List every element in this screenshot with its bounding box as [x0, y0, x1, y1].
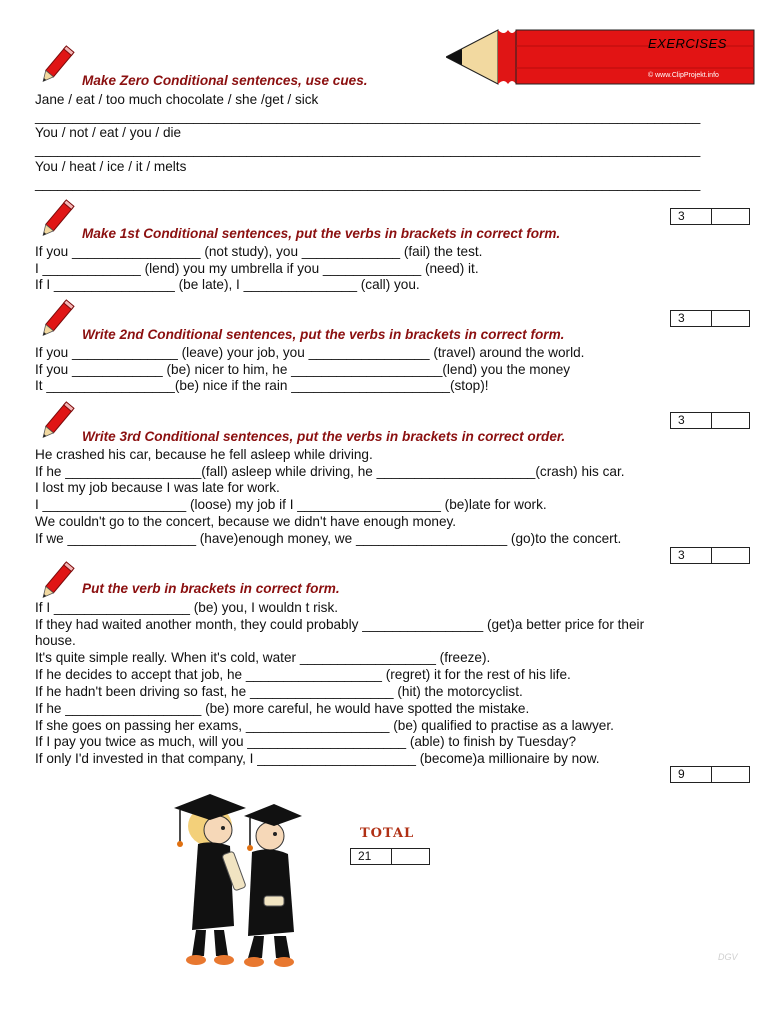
- exercise-line: If he __________________ (be) more careful, he would have spotted the mistake.: [35, 701, 530, 716]
- banner-credit: © www.ClipProjekt.info: [648, 72, 719, 79]
- score-value: 3: [671, 311, 712, 326]
- total-score-entry[interactable]: [392, 849, 429, 864]
- exercise-line: I _____________ (lend) you my umbrella if you _____________ (need) it.: [35, 261, 479, 276]
- pencil-icon: [36, 400, 76, 444]
- score-value: 3: [671, 548, 712, 563]
- score-box: [670, 310, 750, 327]
- pencil-icon: [36, 298, 76, 342]
- score-entry[interactable]: [712, 311, 749, 326]
- exercise-line: If we _________________ (have)enough money, we ____________________ (go)to the concert.: [35, 531, 622, 546]
- exercise-line: We couldn't go to the concert, because we didn't have enough money.: [35, 514, 457, 529]
- exercise-line: I lost my job because I was late for work.: [35, 480, 280, 495]
- section-heading: Put the verb in brackets in correct form.: [82, 581, 340, 596]
- answer-line[interactable]: ________________________________________________________________________________________: [35, 142, 701, 157]
- exercise-line: It _________________(be) nice if the rain _____________________(stop)!: [35, 378, 489, 393]
- score-box: [670, 766, 750, 783]
- banner-title: EXERCISES: [648, 36, 727, 51]
- exercise-line: It's quite simple really. When it's cold, water __________________ (freeze).: [35, 650, 491, 665]
- pencil-icon: [36, 44, 76, 88]
- exercise-line: If you _________________ (not study), you _____________ (fail) the test.: [35, 244, 483, 259]
- exercise-line: Jane / eat / too much chocolate / she /get / sick: [35, 92, 319, 107]
- exercise-line: If I pay you twice as much, will you _____________________ (able) to finish by Tuesday?: [35, 734, 577, 749]
- total-score-box: [350, 848, 430, 865]
- score-box: [670, 412, 750, 429]
- pencil-icon: [36, 198, 76, 242]
- exercise-line: If he __________________(fall) asleep while driving, he _____________________(crash) his car.: [35, 464, 625, 479]
- score-value: 3: [671, 413, 712, 428]
- score-entry[interactable]: [712, 767, 749, 782]
- answer-line[interactable]: ________________________________________________________________________________________: [35, 176, 701, 191]
- score-value: 3: [671, 209, 712, 224]
- score-box: [670, 208, 750, 225]
- total-score-value: 21: [351, 849, 392, 864]
- watermark: DGV: [718, 952, 738, 962]
- pencil-icon: [36, 560, 76, 604]
- exercise-line: If he hadn't been driving so fast, he ___________________ (hit) the motorcyclist.: [35, 684, 523, 699]
- score-entry[interactable]: [712, 209, 749, 224]
- exercise-line: If you ______________ (leave) your job, you ________________ (travel) around the world.: [35, 345, 585, 360]
- score-value: 9: [671, 767, 712, 782]
- graduates-illustration: [170, 786, 310, 972]
- section-heading: Make Zero Conditional sentences, use cues.: [82, 73, 368, 88]
- exercise-line: house.: [35, 633, 76, 648]
- exercise-line: If you ____________ (be) nicer to him, he ____________________(lend) you the money: [35, 362, 571, 377]
- score-box: [670, 547, 750, 564]
- exercise-line: If he decides to accept that job, he __________________ (regret) it for the rest of his life.: [35, 667, 571, 682]
- exercise-line: If I __________________ (be) you, I wouldn t risk.: [35, 600, 339, 615]
- exercise-line: If they had waited another month, they could probably ________________ (get)a better price for their: [35, 617, 645, 632]
- exercise-line: If she goes on passing her exams, ___________________ (be) qualified to practise as a lawyer.: [35, 718, 614, 733]
- exercise-line: If I ________________ (be late), I _______________ (call) you.: [35, 277, 420, 292]
- section-heading: Write 3rd Conditional sentences, put the verbs in brackets in correct order.: [82, 429, 566, 444]
- answer-line[interactable]: ________________________________________________________________________________________: [35, 109, 701, 124]
- score-entry[interactable]: [712, 413, 749, 428]
- exercise-line: He crashed his car, because he fell asleep while driving.: [35, 447, 373, 462]
- exercise-line: You / not / eat / you / die: [35, 125, 182, 140]
- section-heading: Make 1st Conditional sentences, put the verbs in brackets in correct form.: [82, 226, 561, 241]
- score-entry[interactable]: [712, 548, 749, 563]
- exercise-line: I ___________________ (loose) my job if I ___________________ (be)late for work.: [35, 497, 547, 512]
- section-heading: Write 2nd Conditional sentences, put the verbs in brackets in correct form.: [82, 327, 565, 342]
- exercise-line: You / heat / ice / it / melts: [35, 159, 187, 174]
- exercise-line: If only I'd invested in that company, I _____________________ (become)a millionaire by now.: [35, 751, 600, 766]
- total-label: TOTAL: [360, 826, 415, 841]
